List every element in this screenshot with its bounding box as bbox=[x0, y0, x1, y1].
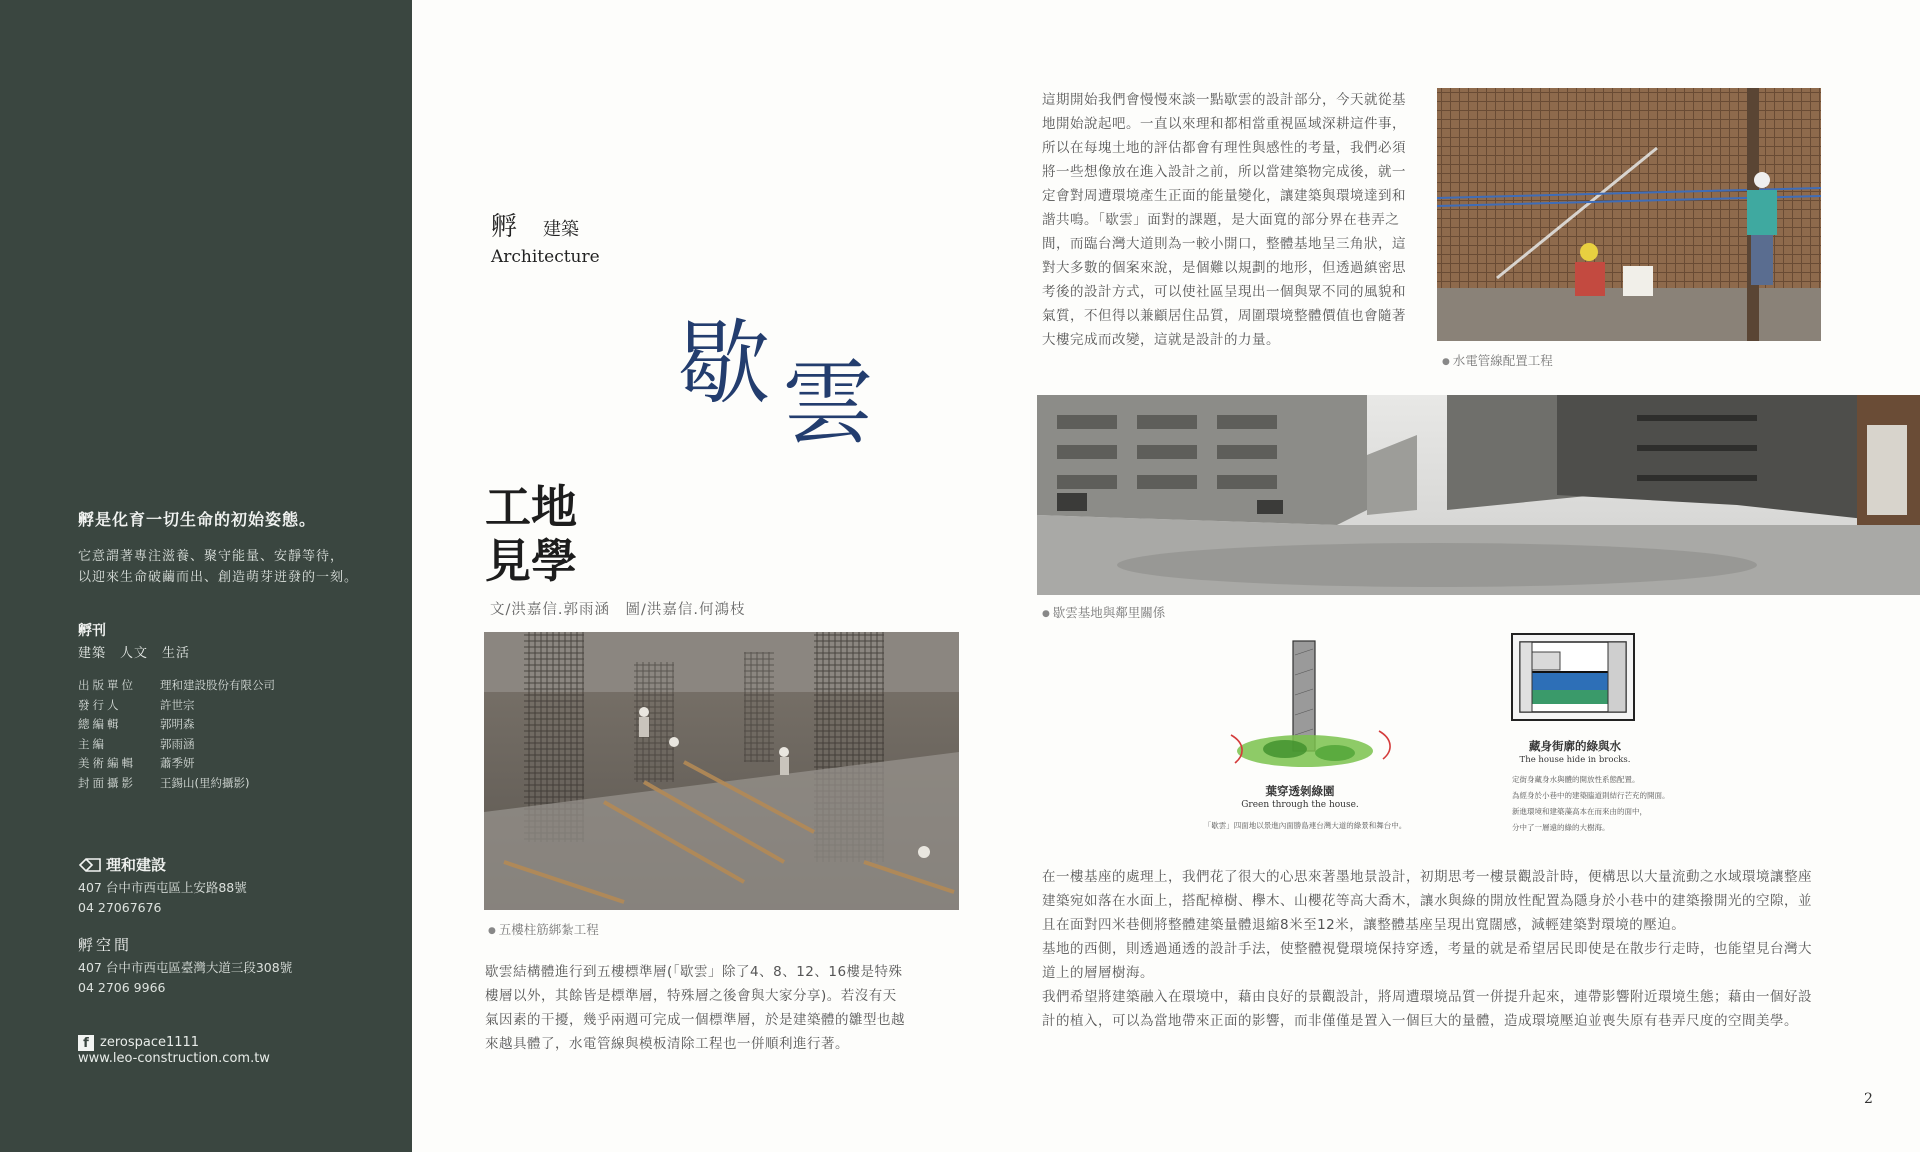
headline bbox=[485, 480, 577, 588]
space-name: 孵空間 bbox=[78, 936, 133, 954]
staff-row bbox=[78, 696, 275, 716]
company-address: 407 台中市西屯區上安路88號 bbox=[78, 880, 247, 895]
sketch2-title-zh: 藏身街廓的綠與水 bbox=[1529, 739, 1621, 753]
title-char-2: 雲 bbox=[782, 350, 875, 457]
headline-line: 見學 bbox=[485, 534, 577, 588]
staff-role: 封面攝影 bbox=[78, 775, 136, 790]
green-through-sketch bbox=[1225, 635, 1405, 785]
body-text-top: 這期開始我們會慢慢來談一點歇雲的設計部分，今天就從基地開始說起吧。一直以來理和都相當重視區域深耕這件事，所以在每塊土地的評估都會有理性與感性的考量，我們必須將一些想像放在進入設計之前，所以當建築物完成後，就一定會對周遭環境產生正面的能量變化，讓建築與環境達到和諧共鳴。「歇雲」面對的課題，是大面寬的部分界在巷弄之間，而臨台灣大道則為一較小開口，整體基地呈三角狀，這對大多數的個案來說，是個難以規劃的地形，但透過縝密思考後的設計方式，可以使社區呈現出一個與眾不同的風貌和氣質，不但得以兼顧居住品質，周圍環境整體價值也會隨著大樓完成而改變，這就是設計的力量。 bbox=[1042, 92, 1406, 348]
caption-panorama-photo: ● 歇雲基地與鄰里關係 bbox=[1042, 603, 1165, 621]
sketch2-title-en: The house hide in brocks. bbox=[1519, 755, 1631, 765]
staff-row bbox=[78, 715, 275, 735]
section-label bbox=[491, 206, 600, 267]
sketch1-caption bbox=[1195, 783, 1405, 831]
staff-name: 郭雨涵 bbox=[160, 736, 195, 751]
staff-name: 王錫山(里約攝影) bbox=[160, 775, 250, 790]
section-label-zh-1: 孵 bbox=[491, 212, 518, 242]
magazine-name: 孵刊 bbox=[78, 623, 106, 639]
staff-list bbox=[78, 676, 275, 793]
sketch2-caption bbox=[1495, 738, 1655, 765]
company-name: 理和建設 bbox=[106, 856, 167, 874]
staff-role: 出版單位 bbox=[78, 678, 136, 692]
body-paragraph: 在一樓基座的處理上，我們花了很大的心思來著墨地景設計，初期思考一樓景觀設計時，便構思以大量流動之水域環境讓整座建築宛如落在水面上，搭配樟樹、欅木、山櫻花等高大喬木，讓水與綠的開放性配置為隱身於小巷中的建築撥開光的空隙，並且在面對四米巷側將整體建築量體退縮8米至12米，讓整體基座呈現出寬闊感，減輕建築對環境的壓迫。 bbox=[1042, 869, 1812, 933]
staff-role: 主編 bbox=[78, 736, 107, 751]
sketch1-note: 「歇雲」四面地以景進內面勝島連台灣大道的綠景和舞台中。 bbox=[1203, 821, 1407, 830]
body-paragraph: 基地的西側，則透過通透的設計手法，使整體視覺環境保持穿透，考量的就是希望居民即使是在散步行走時，也能望見台灣大道上的層層樹海。 bbox=[1042, 941, 1812, 981]
staff-row bbox=[78, 676, 275, 696]
company-logo-icon bbox=[78, 858, 102, 872]
sketch2-note-line: 分中了一層遠的綠的大樹海。 bbox=[1512, 823, 1610, 832]
facebook-link[interactable] bbox=[78, 1035, 270, 1051]
company-phone: 04 27067676 bbox=[78, 900, 162, 915]
sketch2-note-line: 為經身於小巷中的建築臨道則結行芒充的開面。 bbox=[1512, 791, 1670, 800]
description-line: 它意謂著專注滋養、聚守能量、安靜等待， bbox=[78, 549, 345, 564]
space-phone: 04 2706 9966 bbox=[78, 980, 166, 995]
space-address: 407 台中市西屯區臺灣大道三段308號 bbox=[78, 960, 293, 975]
hidden-house-sketch bbox=[1510, 632, 1636, 724]
body-text-bottom bbox=[1042, 865, 1824, 1033]
facebook-handle: zerospace1111 bbox=[100, 1035, 200, 1050]
body-paragraph: 我們希望將建築融入在環境中，藉由良好的景觀設計，將周遭環境品質一併提升起來，連帶影響附近環境生態；藉由一個好設計的植入，可以為當地帶來正面的影響，而非僅僅是置入一個巨大的量體，造成環境壓迫並喪失原有巷弄尺度的空間美學。 bbox=[1042, 989, 1812, 1029]
workers-photo bbox=[1437, 88, 1821, 341]
staff-role: 總編輯 bbox=[78, 717, 122, 731]
byline: 文/洪嘉信.郭雨涵 圖/洪嘉信.何鴻枝 bbox=[490, 602, 746, 618]
sidebar-description bbox=[78, 546, 358, 588]
sketch1-title-en: Green through the house. bbox=[1241, 800, 1359, 810]
sketch2-note-line: 定街身藏身水與體的開放性系態配置。 bbox=[1512, 775, 1640, 784]
section-label-en: Architecture bbox=[491, 247, 600, 267]
rebar-construction-photo bbox=[484, 632, 959, 910]
sketch2-notes bbox=[1512, 772, 1712, 836]
sidebar bbox=[0, 0, 412, 1152]
sketch2-note-line: 新進環境和建築藻高本在而來由的面中， bbox=[1512, 807, 1647, 816]
page-number: 2 bbox=[1864, 1091, 1873, 1107]
staff-row bbox=[78, 774, 275, 794]
sketch1-title-zh: 葉穿透剝綠園 bbox=[1265, 784, 1335, 798]
description-line: 以迎來生命破繭而出、創造萌芽迸發的一刻。 bbox=[78, 570, 359, 585]
facebook-icon: f bbox=[78, 1035, 94, 1051]
staff-role: 美術編輯 bbox=[78, 756, 136, 770]
website-link[interactable]: www.leo-construction.com.tw bbox=[78, 1051, 270, 1066]
staff-name: 許世宗 bbox=[160, 697, 195, 712]
staff-role: 發行人 bbox=[78, 697, 122, 712]
staff-row bbox=[78, 754, 275, 774]
headline-line: 工地 bbox=[485, 480, 577, 534]
magazine-categories: 建築 人文 生活 bbox=[78, 646, 191, 661]
staff-name: 郭明森 bbox=[160, 717, 195, 731]
staff-row bbox=[78, 735, 275, 755]
company-contact bbox=[78, 878, 247, 918]
title-char-1: 歇 bbox=[678, 310, 771, 417]
caption-workers-photo: ● 水電管線配置工程 bbox=[1442, 351, 1553, 369]
section-label-zh-2: 建築 bbox=[543, 219, 580, 240]
sidebar-tagline: 孵是化育一切生命的初始姿態。 bbox=[78, 510, 317, 529]
space-contact bbox=[78, 958, 292, 998]
staff-name: 理和建設股份有限公司 bbox=[160, 678, 275, 692]
body-text-left: 歇雲結構體進行到五樓標準層(「歇雲」除了4、8、12、16樓是特殊樓層以外，其餘皆是標準層，特殊層之後會與大家分享)。若沒有天氣因素的干擾，幾乎兩週可完成一個標準層，於是建築體的雛型也越來越具體了，水電管線與模板清除工程也一併順利進行著。 bbox=[485, 964, 905, 1052]
caption-rebar-photo: ● 五樓柱筋綁紮工程 bbox=[488, 920, 599, 938]
company-heading bbox=[78, 854, 166, 875]
staff-name: 蕭季妍 bbox=[160, 756, 195, 770]
site-panorama-photo bbox=[1037, 395, 1920, 595]
social-links bbox=[78, 1035, 270, 1067]
